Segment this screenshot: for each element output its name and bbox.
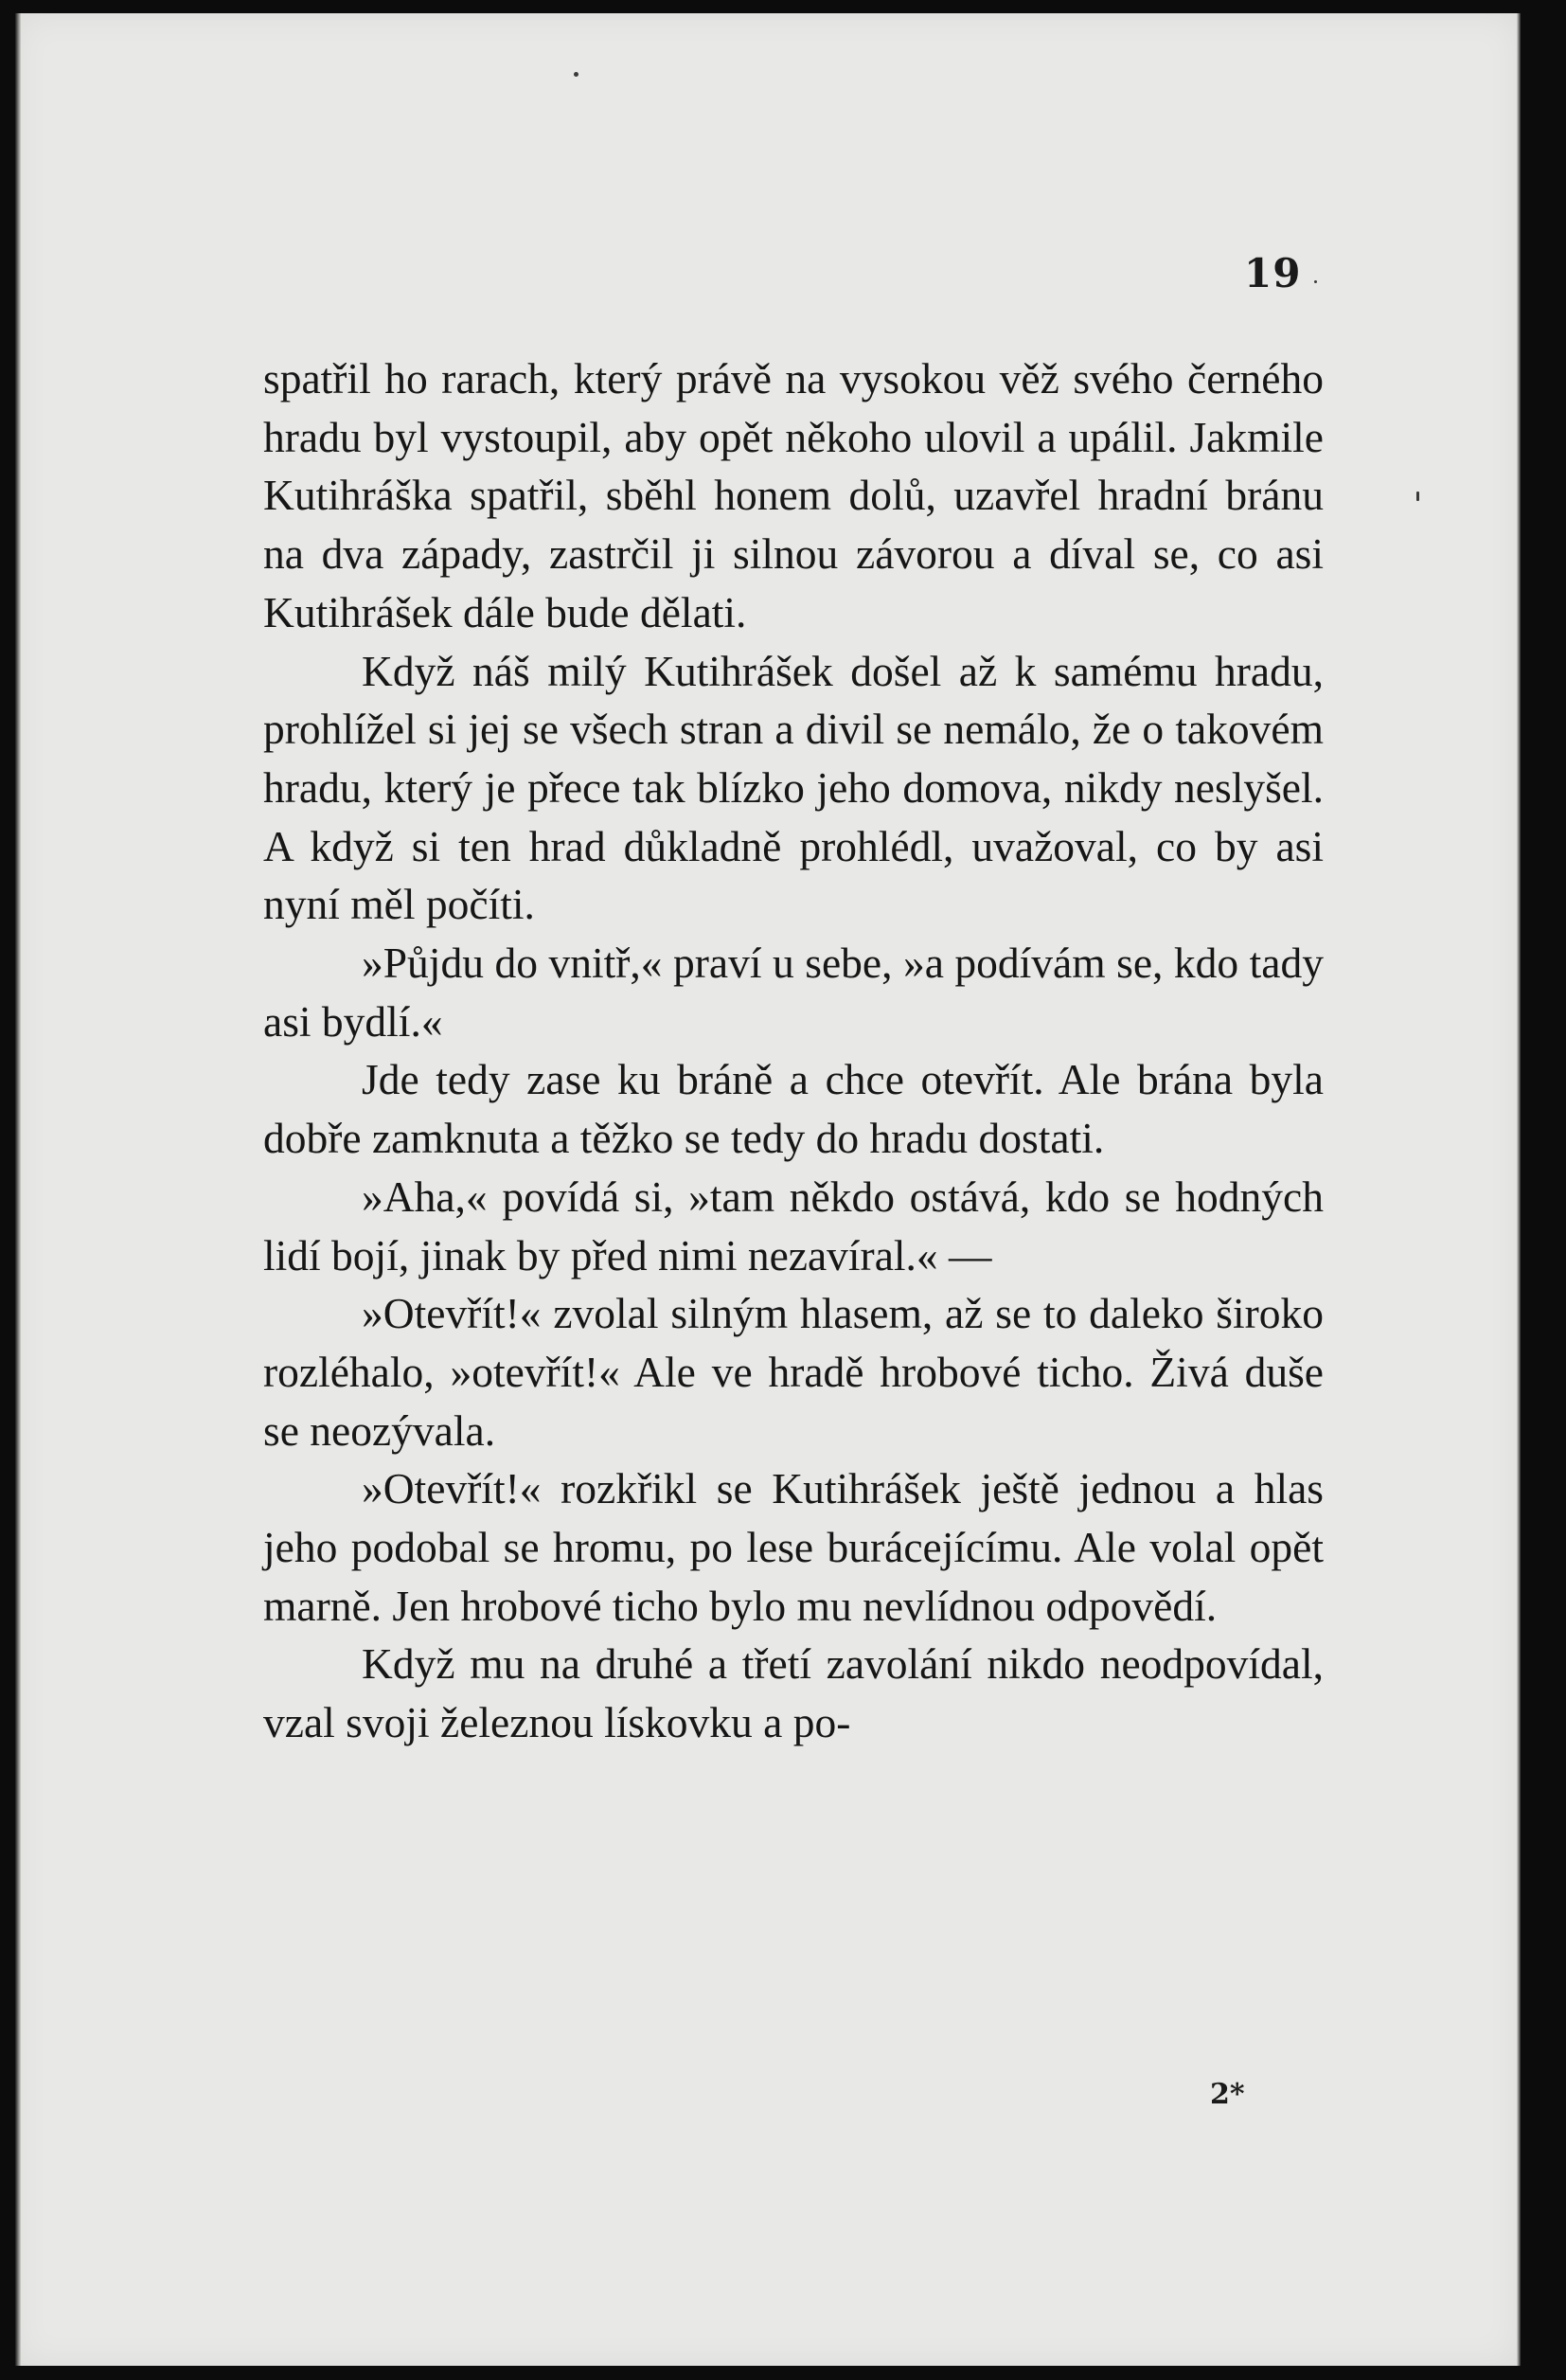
book-page <box>15 13 1521 2366</box>
paragraph-4: Jde tedy zase ku bráně a chce otevřít. Ale brána byla dobře zamknuta a těžko se tedy do hradu dostati. <box>263 1055 1324 1163</box>
paragraph-7: »Otevřít!« rozkřikl se Kutihrášek ještě jednou a hlas jeho podobal se hromu, po lese burácejícímu. Ale volal opět marně. Jen hrobové ticho bylo mu nevlídnou odpovědí. <box>263 1464 1324 1630</box>
scan-speck <box>574 72 578 77</box>
paragraph-8: Když mu na druhé a třetí zavolání nikdo neodpovídal, vzal svoji železnou lískovku a po- <box>263 1639 1324 1747</box>
paragraph-6: »Otevřít!« zvolal silným hlasem, až se to daleko široko rozléhalo, »otevřít!« Ale ve hradě hrobové ticho. Živá duše se neozývala. <box>263 1289 1324 1455</box>
printer-signature-mark: 2* <box>1210 2078 1245 2111</box>
scan-speck <box>1416 492 1419 501</box>
scan-speck <box>1314 280 1317 283</box>
paragraph-2: Když náš milý Kutihrášek došel až k samému hradu, prohlížel si jej se všech stran a divil se nemálo, že o takovém hradu, který je přece tak blízko jeho domova, nikdy neslyšel. A když si ten hrad důkladně prohlédl, uvažoval, co by asi nyní měl počíti. <box>263 646 1324 929</box>
page-left-edge <box>15 13 21 2366</box>
paragraph-5: »Aha,« povídá si, »tam někdo ostává, kdo se hodných lidí bojí, jinak by před nimi nezavíral.« — <box>263 1172 1324 1279</box>
page-right-edge <box>1517 13 1521 2366</box>
body-text <box>263 349 1324 1752</box>
paragraph-3: »Půjdu do vnitř,« praví u sebe, »a podívám se, kdo tady asi bydlí.« <box>263 939 1324 1046</box>
paragraph-1: spatřil ho rarach, který právě na vysokou věž svého černého hradu byl vystoupil, aby opět někoho ulovil a upálil. Jakmile Kutihráška spatřil, sběhl honem dolů, uzavřel hradní bránu na dva západy, zastrčil ji silnou závorou a díval se, co asi Kutihrášek dále bude dělati. <box>263 354 1324 636</box>
page-number: 19 <box>1244 250 1302 296</box>
